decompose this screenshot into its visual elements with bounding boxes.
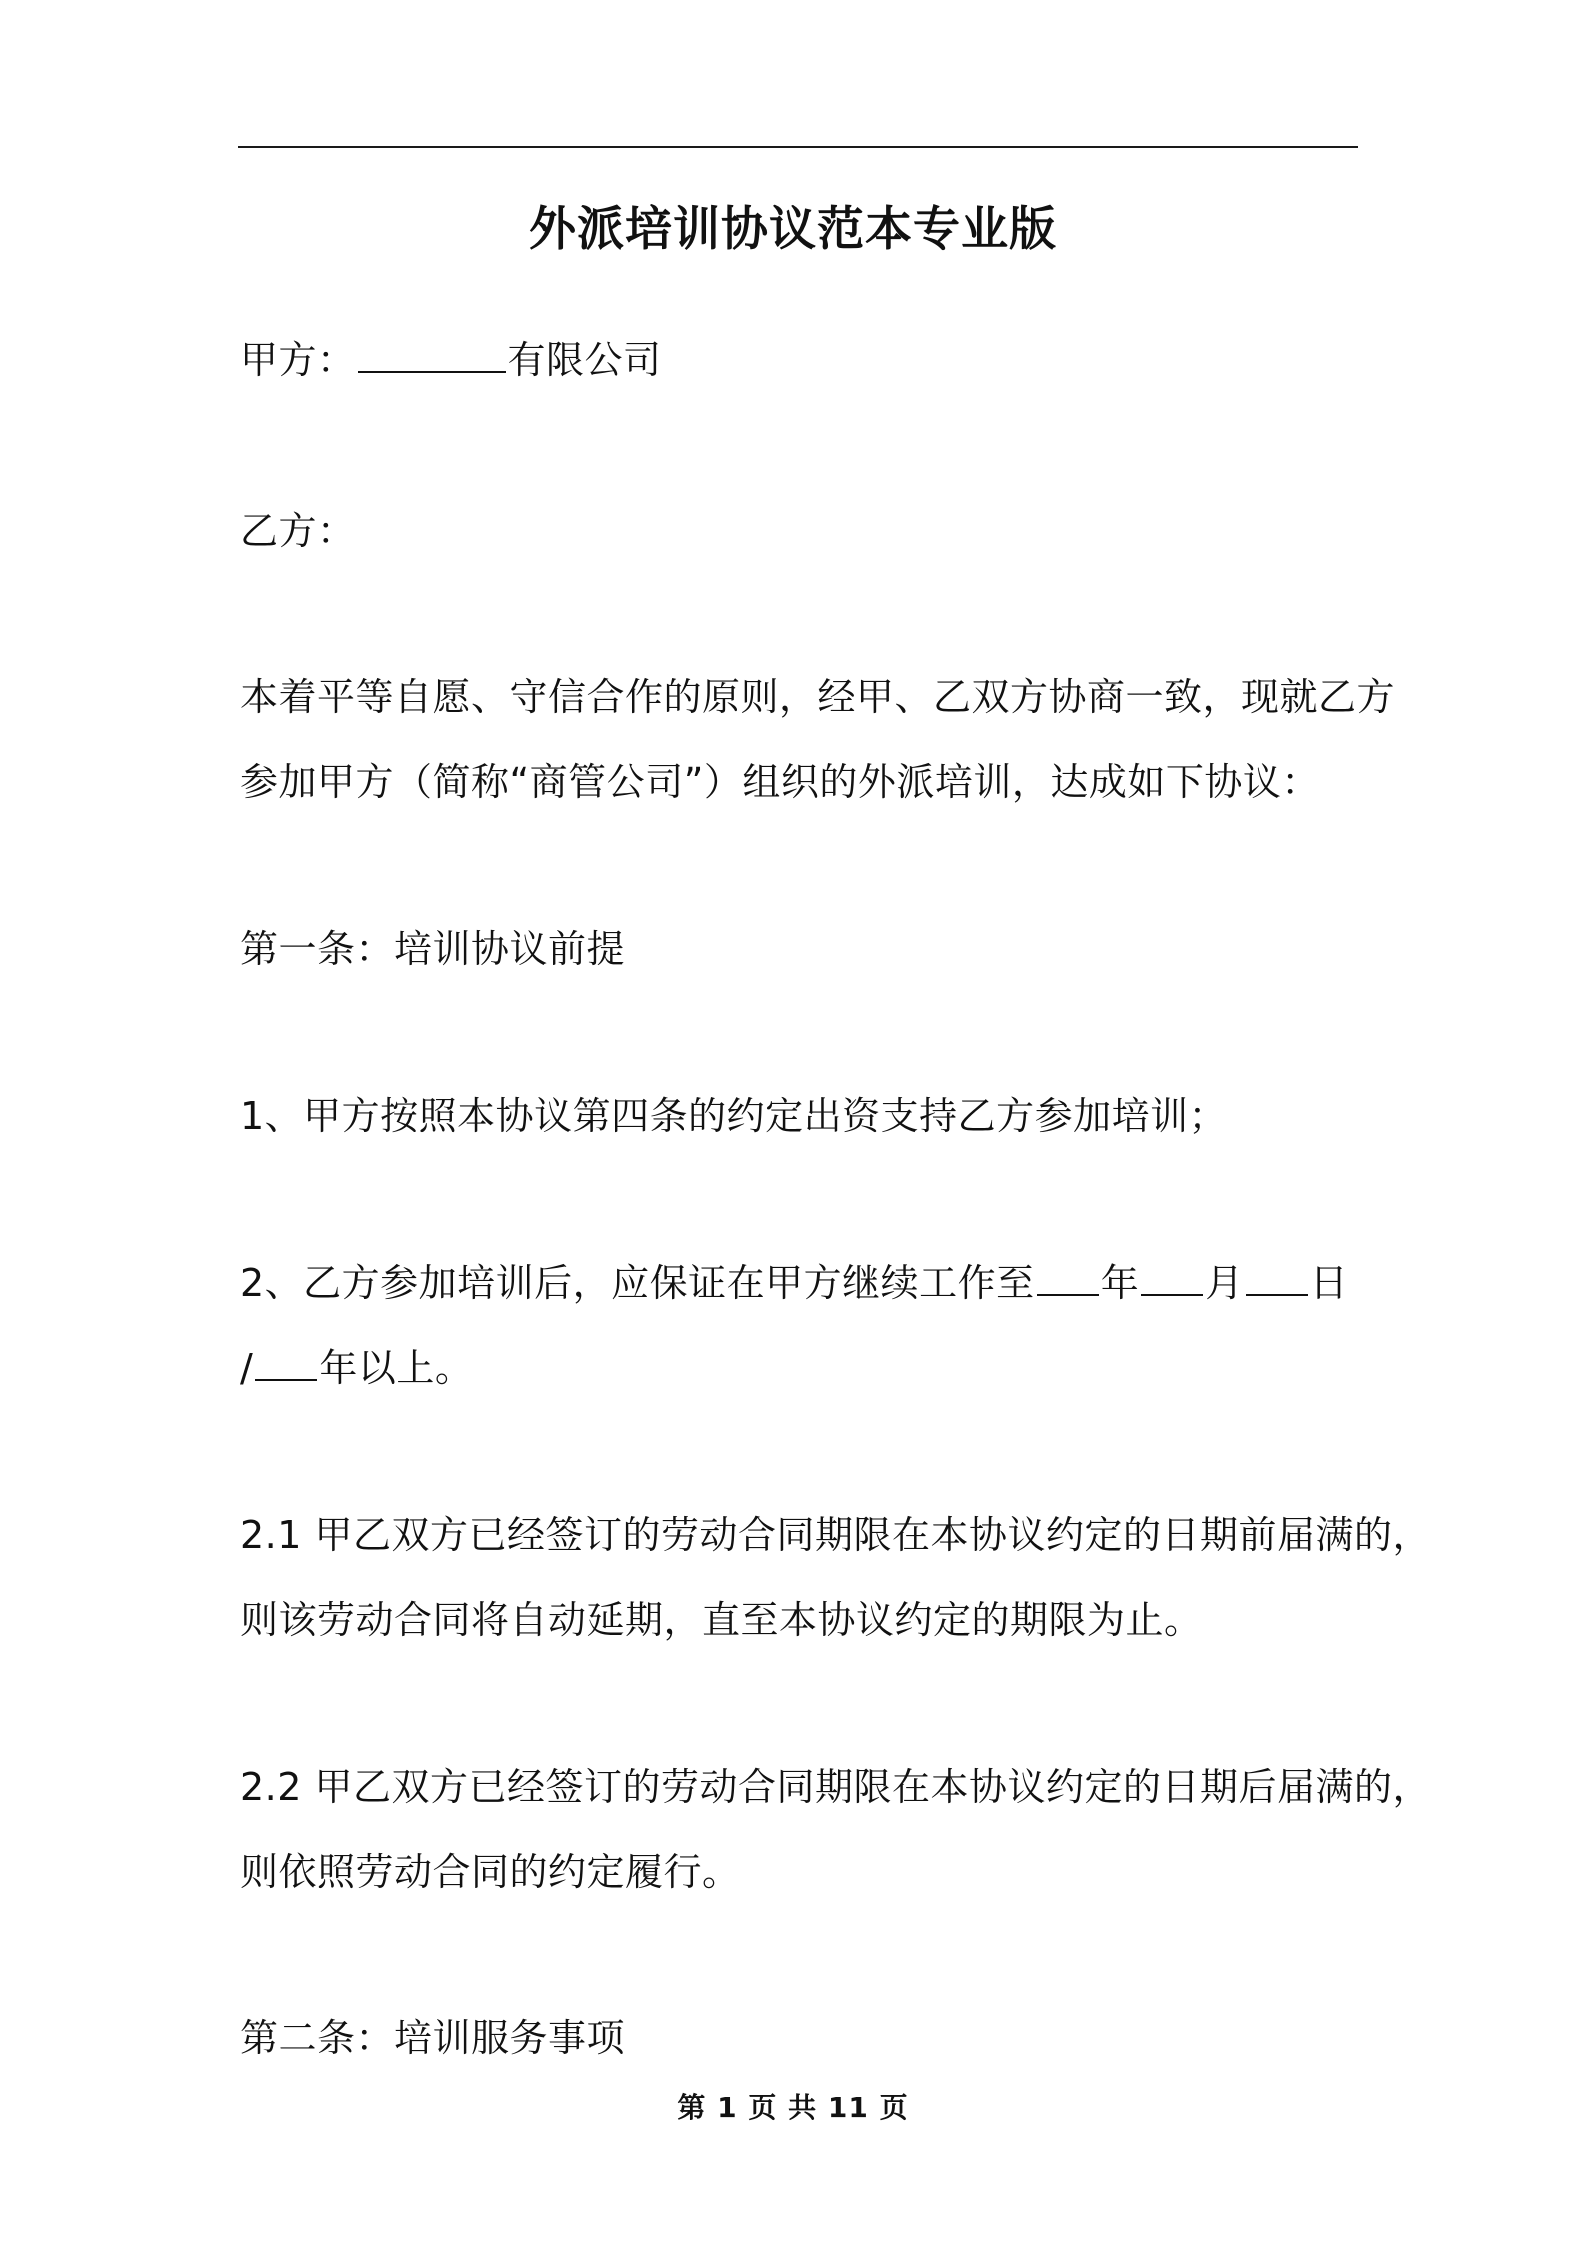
page-footer: 第 1 页 共 11 页: [677, 2091, 909, 2124]
document-title: 外派培训协议范本专业版: [529, 202, 1057, 257]
day-blank: [1246, 1258, 1308, 1296]
party-a-suffix: 有限公司: [507, 338, 662, 382]
item-2-slash: /: [240, 1346, 254, 1390]
item-2-1-line-1: 2.1 甲乙双方已经签订的劳动合同期限在本协议约定的日期前届满的，: [240, 1513, 1432, 1557]
month-blank: [1141, 1258, 1203, 1296]
item-2-day: 日: [1309, 1261, 1349, 1305]
item-2-month: 月: [1205, 1261, 1244, 1305]
item-1: 1、甲方按照本协议第四条的约定出资支持乙方参加培训；: [240, 1094, 1228, 1138]
intro-line-2: 参加甲方（简称“商管公司”）组织的外派培训，达成如下协议：: [240, 760, 1320, 804]
party-a-blank: [358, 335, 506, 373]
intro-line-1: 本着平等自愿、守信合作的原则，经甲、乙双方协商一致，现就乙方: [240, 675, 1396, 719]
item-2-2-line-2: 则依照劳动合同的约定履行。: [240, 1850, 741, 1894]
header-rule: [238, 146, 1358, 148]
item-2-line-2: [240, 1342, 473, 1394]
item-2-line-1: [240, 1257, 1348, 1309]
item-2-tail: 年以上。: [319, 1346, 474, 1390]
article-1-heading: 第一条：培训协议前提: [240, 927, 626, 971]
item-2-1-line-2: 则该劳动合同将自动延期，直至本协议约定的期限为止。: [240, 1598, 1203, 1642]
article-2-heading: 第二条：培训服务事项: [240, 2016, 626, 2060]
duration-blank: [255, 1343, 317, 1381]
year-blank: [1037, 1258, 1099, 1296]
item-2-text: 2、乙方参加培训后，应保证在甲方继续工作至: [240, 1261, 1035, 1305]
party-a-line: [240, 334, 662, 386]
item-2-year: 年: [1100, 1261, 1140, 1305]
party-b-line: [240, 505, 356, 557]
party-a-label: 甲方：: [240, 338, 356, 382]
party-b-label: 乙方：: [240, 509, 356, 553]
item-2-2-line-1: 2.2 甲乙双方已经签订的劳动合同期限在本协议约定的日期后届满的，: [240, 1765, 1432, 1809]
